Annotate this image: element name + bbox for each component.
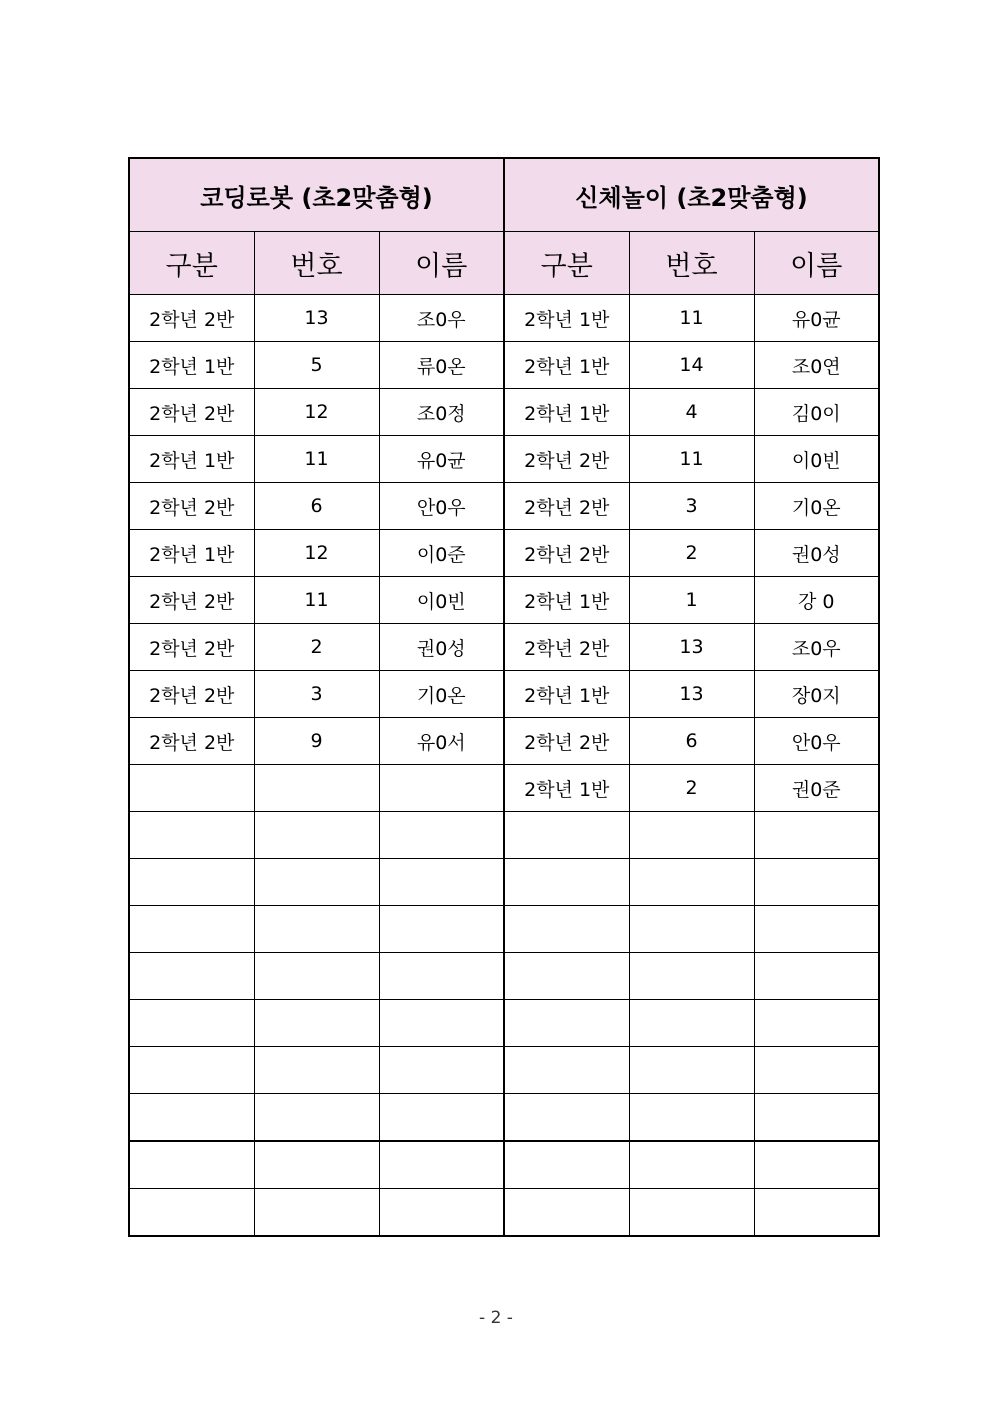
cell-name: 조0우 bbox=[379, 295, 504, 342]
cell-number bbox=[629, 1094, 754, 1142]
cell-name: 이0준 bbox=[379, 530, 504, 577]
cell-name: 권0성 bbox=[379, 624, 504, 671]
cell-number bbox=[629, 1141, 754, 1189]
cell-class: 2학년 2반 bbox=[129, 483, 254, 530]
cell-class bbox=[129, 1047, 254, 1094]
cell-number: 9 bbox=[254, 718, 379, 765]
cell-class: 2학년 1반 bbox=[504, 389, 629, 436]
cell-number bbox=[629, 859, 754, 906]
cell-name: 조0우 bbox=[754, 624, 879, 671]
cell-number bbox=[254, 1094, 379, 1142]
table-row bbox=[129, 718, 879, 765]
cell-class bbox=[129, 859, 254, 906]
cell-name: 유0서 bbox=[379, 718, 504, 765]
cell-number: 4 bbox=[629, 389, 754, 436]
table-row bbox=[129, 906, 879, 953]
cell-class: 2학년 1반 bbox=[504, 342, 629, 389]
column-header-class: 구분 bbox=[129, 232, 254, 295]
column-header-name: 이름 bbox=[379, 232, 504, 295]
cell-class bbox=[129, 765, 254, 812]
cell-name: 장0지 bbox=[754, 671, 879, 718]
cell-class bbox=[504, 1094, 629, 1142]
cell-class bbox=[129, 812, 254, 859]
cell-name bbox=[379, 953, 504, 1000]
cell-name bbox=[754, 1047, 879, 1094]
cell-number: 6 bbox=[254, 483, 379, 530]
cell-class: 2학년 1반 bbox=[504, 295, 629, 342]
cell-name bbox=[379, 906, 504, 953]
cell-number bbox=[629, 1000, 754, 1047]
cell-name: 안0우 bbox=[754, 718, 879, 765]
cell-name bbox=[754, 812, 879, 859]
cell-number bbox=[254, 1047, 379, 1094]
cell-name: 유0균 bbox=[754, 295, 879, 342]
cell-number: 5 bbox=[254, 342, 379, 389]
cell-number bbox=[254, 765, 379, 812]
cell-name: 조0정 bbox=[379, 389, 504, 436]
column-header-name: 이름 bbox=[754, 232, 879, 295]
cell-name: 류0온 bbox=[379, 342, 504, 389]
cell-name bbox=[754, 1141, 879, 1189]
cell-number: 11 bbox=[629, 295, 754, 342]
cell-number: 11 bbox=[254, 436, 379, 483]
cell-class: 2학년 1반 bbox=[504, 671, 629, 718]
table-row bbox=[129, 671, 879, 718]
cell-name: 김0이 bbox=[754, 389, 879, 436]
cell-name bbox=[754, 1000, 879, 1047]
cell-class: 2학년 2반 bbox=[129, 624, 254, 671]
cell-class: 2학년 2반 bbox=[129, 295, 254, 342]
cell-number: 3 bbox=[629, 483, 754, 530]
section-title-coding-robot: 코딩로봇 (초2맞춤형) bbox=[129, 158, 504, 232]
table-row bbox=[129, 389, 879, 436]
cell-number: 2 bbox=[254, 624, 379, 671]
cell-name: 이0빈 bbox=[379, 577, 504, 624]
cell-number: 12 bbox=[254, 389, 379, 436]
table-row bbox=[129, 577, 879, 624]
cell-number: 12 bbox=[254, 530, 379, 577]
cell-class: 2학년 2반 bbox=[504, 483, 629, 530]
cell-name bbox=[379, 1094, 504, 1142]
cell-number: 14 bbox=[629, 342, 754, 389]
cell-class bbox=[504, 1141, 629, 1189]
column-header-class: 구분 bbox=[504, 232, 629, 295]
cell-name: 안0우 bbox=[379, 483, 504, 530]
table-row bbox=[129, 1000, 879, 1047]
cell-class bbox=[504, 906, 629, 953]
cell-class bbox=[504, 953, 629, 1000]
cell-name bbox=[379, 1000, 504, 1047]
table-row bbox=[129, 1094, 879, 1142]
cell-class bbox=[129, 1094, 254, 1142]
cell-class: 2학년 1반 bbox=[129, 530, 254, 577]
cell-number bbox=[254, 1189, 379, 1237]
cell-name bbox=[379, 1047, 504, 1094]
cell-class: 2학년 2반 bbox=[129, 718, 254, 765]
cell-class bbox=[129, 953, 254, 1000]
table-row bbox=[129, 624, 879, 671]
cell-name bbox=[379, 1141, 504, 1189]
cell-name: 권0준 bbox=[754, 765, 879, 812]
cell-name: 이0빈 bbox=[754, 436, 879, 483]
cell-class bbox=[504, 1189, 629, 1237]
table-row bbox=[129, 812, 879, 859]
table-row bbox=[129, 1189, 879, 1237]
cell-class bbox=[504, 859, 629, 906]
cell-number: 13 bbox=[629, 671, 754, 718]
cell-name bbox=[379, 812, 504, 859]
cell-class: 2학년 2반 bbox=[504, 436, 629, 483]
cell-number bbox=[254, 859, 379, 906]
cell-number bbox=[629, 1189, 754, 1237]
table-row bbox=[129, 1047, 879, 1094]
cell-class: 2학년 2반 bbox=[504, 530, 629, 577]
cell-number bbox=[629, 812, 754, 859]
cell-class bbox=[504, 1047, 629, 1094]
cell-class bbox=[129, 1000, 254, 1047]
cell-class bbox=[129, 1141, 254, 1189]
cell-class bbox=[504, 1000, 629, 1047]
cell-name bbox=[379, 859, 504, 906]
cell-class: 2학년 2반 bbox=[504, 624, 629, 671]
cell-name: 유0균 bbox=[379, 436, 504, 483]
cell-class bbox=[129, 1189, 254, 1237]
column-header-number: 번호 bbox=[629, 232, 754, 295]
cell-name: 기0온 bbox=[754, 483, 879, 530]
table-row bbox=[129, 483, 879, 530]
cell-name bbox=[754, 859, 879, 906]
cell-class: 2학년 1반 bbox=[504, 765, 629, 812]
cell-number bbox=[254, 953, 379, 1000]
cell-class bbox=[129, 906, 254, 953]
cell-class: 2학년 2반 bbox=[129, 577, 254, 624]
table-row bbox=[129, 436, 879, 483]
cell-number bbox=[629, 1047, 754, 1094]
cell-name bbox=[754, 953, 879, 1000]
cell-name bbox=[754, 906, 879, 953]
cell-name bbox=[754, 1094, 879, 1142]
cell-number bbox=[629, 906, 754, 953]
cell-class: 2학년 1반 bbox=[129, 342, 254, 389]
table-row bbox=[129, 1141, 879, 1189]
column-header-row bbox=[129, 232, 879, 295]
roster-table bbox=[128, 157, 880, 1237]
cell-name: 기0온 bbox=[379, 671, 504, 718]
section-title-physical-play: 신체놀이 (초2맞춤형) bbox=[504, 158, 879, 232]
table-row bbox=[129, 342, 879, 389]
cell-number: 2 bbox=[629, 765, 754, 812]
cell-class: 2학년 1반 bbox=[504, 577, 629, 624]
cell-name bbox=[379, 765, 504, 812]
table-row bbox=[129, 295, 879, 342]
cell-number bbox=[254, 906, 379, 953]
cell-number bbox=[254, 1141, 379, 1189]
cell-number bbox=[629, 953, 754, 1000]
cell-number: 11 bbox=[254, 577, 379, 624]
cell-number bbox=[254, 812, 379, 859]
table-row bbox=[129, 953, 879, 1000]
table-row bbox=[129, 530, 879, 577]
cell-name: 권0성 bbox=[754, 530, 879, 577]
page-number: - 2 - bbox=[479, 1308, 513, 1328]
cell-class: 2학년 2반 bbox=[129, 671, 254, 718]
table-row bbox=[129, 859, 879, 906]
cell-number: 11 bbox=[629, 436, 754, 483]
table-row bbox=[129, 765, 879, 812]
cell-number: 1 bbox=[629, 577, 754, 624]
section-title-row bbox=[129, 158, 879, 232]
column-header-number: 번호 bbox=[254, 232, 379, 295]
cell-number: 3 bbox=[254, 671, 379, 718]
cell-name: 조0연 bbox=[754, 342, 879, 389]
cell-name: 강 0 bbox=[754, 577, 879, 624]
cell-class: 2학년 1반 bbox=[129, 436, 254, 483]
cell-number: 13 bbox=[629, 624, 754, 671]
cell-name bbox=[379, 1189, 504, 1237]
cell-number: 2 bbox=[629, 530, 754, 577]
cell-number: 13 bbox=[254, 295, 379, 342]
cell-class: 2학년 2반 bbox=[129, 389, 254, 436]
cell-number: 6 bbox=[629, 718, 754, 765]
cell-number bbox=[254, 1000, 379, 1047]
cell-class: 2학년 2반 bbox=[504, 718, 629, 765]
cell-name bbox=[754, 1189, 879, 1237]
cell-class bbox=[504, 812, 629, 859]
